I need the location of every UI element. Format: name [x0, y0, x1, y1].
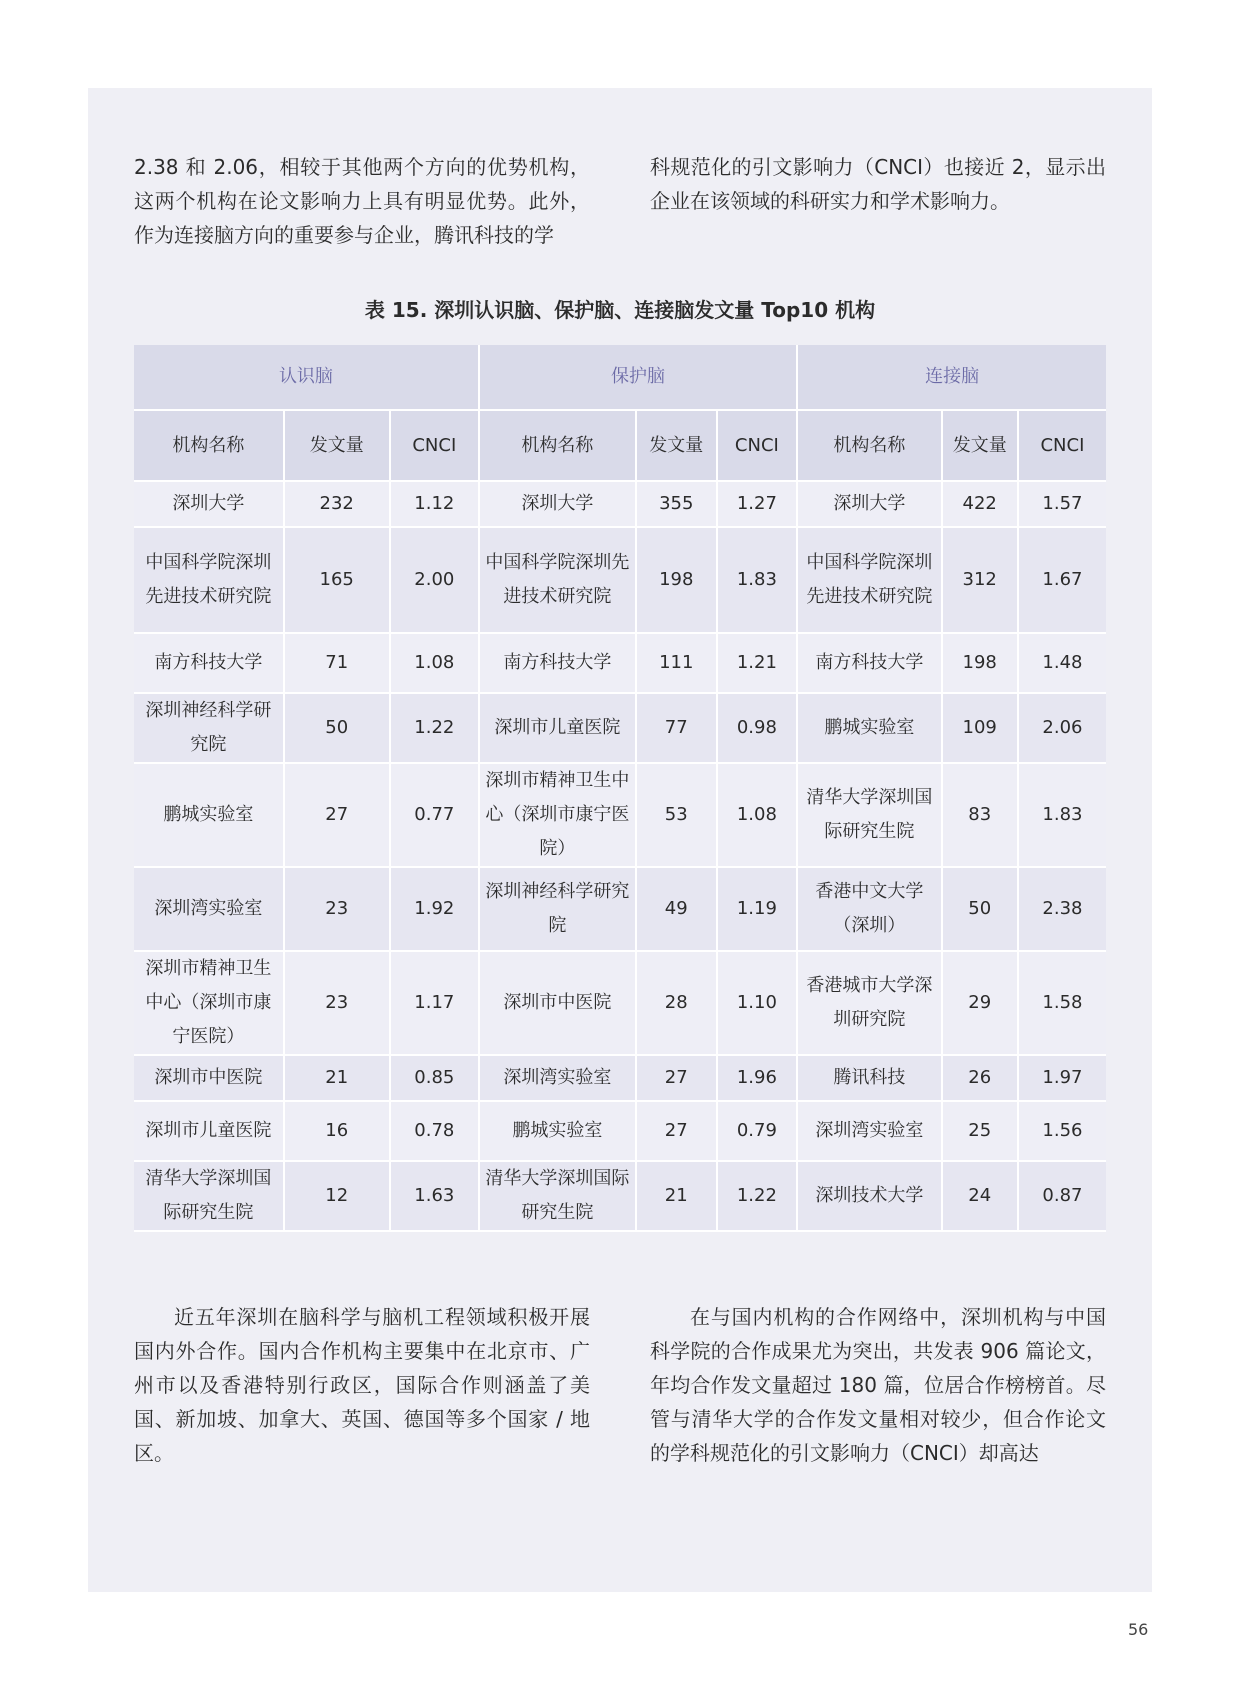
count-cell: 109	[943, 694, 1019, 764]
table-row	[134, 1056, 1106, 1102]
institution-cell: 深圳湾实验室	[480, 1056, 637, 1102]
count-cell: 50	[285, 694, 391, 764]
cnci-cell: 1.08	[391, 634, 480, 694]
institution-cell: 深圳神经科学研究院	[480, 868, 637, 952]
institution-cell: 深圳技术大学	[798, 1162, 942, 1232]
count-cell: 53	[637, 764, 718, 868]
count-cell: 198	[637, 528, 718, 634]
cnci-cell: 1.08	[718, 764, 799, 868]
intro-columns	[134, 150, 1106, 252]
institution-cell: 深圳市中医院	[134, 1056, 285, 1102]
cnci-cell: 2.38	[1019, 868, 1106, 952]
table-row	[134, 1102, 1106, 1162]
count-cell: 49	[637, 868, 718, 952]
top10-institutions-table	[134, 345, 1106, 1232]
column-header: 机构名称	[798, 411, 942, 482]
cnci-cell: 1.27	[718, 482, 799, 528]
count-cell: 29	[943, 952, 1019, 1056]
table-row	[134, 1162, 1106, 1232]
institution-cell: 南方科技大学	[480, 634, 637, 694]
count-cell: 23	[285, 952, 391, 1056]
column-header: 发文量	[285, 411, 391, 482]
count-cell: 355	[637, 482, 718, 528]
cnci-cell: 1.57	[1019, 482, 1106, 528]
page-panel	[88, 88, 1152, 1592]
count-cell: 12	[285, 1162, 391, 1232]
intro-right-paragraph: 科规范化的引文影响力（CNCI）也接近 2，显示出企业在该领域的科研实力和学术影响力。	[650, 155, 1106, 213]
body-right-paragraph: 在与国内机构的合作网络中，深圳机构与中国科学院的合作成果尤为突出，共发表 906 篇论文，年均合作发文量超过 180 篇，位居合作榜榜首。尽管与清华大学的合作发文量相对较少，但合作论文的学科规范化的引文影响力（CNCI）却高达	[650, 1305, 1106, 1465]
count-cell: 27	[637, 1102, 718, 1162]
cnci-cell: 1.12	[391, 482, 480, 528]
column-header: CNCI	[391, 411, 480, 482]
institution-cell: 深圳大学	[134, 482, 285, 528]
cnci-cell: 1.17	[391, 952, 480, 1056]
count-cell: 27	[285, 764, 391, 868]
count-cell: 77	[637, 694, 718, 764]
table-row	[134, 694, 1106, 764]
count-cell: 232	[285, 482, 391, 528]
body-columns	[134, 1300, 1106, 1470]
column-header: CNCI	[1019, 411, 1106, 482]
count-cell: 26	[943, 1056, 1019, 1102]
count-cell: 165	[285, 528, 391, 634]
cnci-cell: 2.06	[1019, 694, 1106, 764]
institution-cell: 深圳市儿童医院	[134, 1102, 285, 1162]
count-cell: 21	[285, 1056, 391, 1102]
count-cell: 312	[943, 528, 1019, 634]
column-header: 机构名称	[134, 411, 285, 482]
count-cell: 24	[943, 1162, 1019, 1232]
count-cell: 111	[637, 634, 718, 694]
cnci-cell: 1.63	[391, 1162, 480, 1232]
table-row	[134, 482, 1106, 528]
institution-cell: 香港城市大学深圳研究院	[798, 952, 942, 1056]
cnci-cell: 1.21	[718, 634, 799, 694]
column-header-row	[134, 411, 1106, 482]
group-header-row	[134, 345, 1106, 411]
count-cell: 21	[637, 1162, 718, 1232]
count-cell: 27	[637, 1056, 718, 1102]
column-header: 机构名称	[480, 411, 637, 482]
body-right-column	[650, 1300, 1106, 1470]
cnci-cell: 1.67	[1019, 528, 1106, 634]
cnci-cell: 0.87	[1019, 1162, 1106, 1232]
cnci-cell: 1.92	[391, 868, 480, 952]
count-cell: 422	[943, 482, 1019, 528]
cnci-cell: 1.96	[718, 1056, 799, 1102]
column-header: CNCI	[718, 411, 799, 482]
group-header: 认识脑	[134, 345, 480, 411]
count-cell: 83	[943, 764, 1019, 868]
institution-cell: 深圳大学	[798, 482, 942, 528]
table-row	[134, 764, 1106, 868]
institution-cell: 南方科技大学	[798, 634, 942, 694]
institution-cell: 中国科学院深圳先进技术研究院	[134, 528, 285, 634]
cnci-cell: 1.22	[718, 1162, 799, 1232]
institution-cell: 深圳湾实验室	[134, 868, 285, 952]
institution-cell: 清华大学深圳国际研究生院	[134, 1162, 285, 1232]
cnci-cell: 1.22	[391, 694, 480, 764]
cnci-cell: 0.85	[391, 1056, 480, 1102]
count-cell: 50	[943, 868, 1019, 952]
table-caption: 表 15. 深圳认识脑、保护脑、连接脑发文量 Top10 机构	[364, 298, 876, 322]
intro-left-column	[134, 150, 590, 252]
intro-right-column	[650, 150, 1106, 252]
institution-cell: 中国科学院深圳先进技术研究院	[480, 528, 637, 634]
cnci-cell: 0.78	[391, 1102, 480, 1162]
table-body	[134, 482, 1106, 1232]
institution-cell: 深圳市儿童医院	[480, 694, 637, 764]
institution-cell: 深圳湾实验室	[798, 1102, 942, 1162]
institution-cell: 深圳市中医院	[480, 952, 637, 1056]
table-row	[134, 952, 1106, 1056]
body-left-column	[134, 1300, 590, 1470]
table-row	[134, 634, 1106, 694]
cnci-cell: 0.77	[391, 764, 480, 868]
institution-cell: 鹏城实验室	[134, 764, 285, 868]
institution-cell: 鹏城实验室	[480, 1102, 637, 1162]
column-header: 发文量	[943, 411, 1019, 482]
institution-cell: 香港中文大学（深圳）	[798, 868, 942, 952]
institution-cell: 鹏城实验室	[798, 694, 942, 764]
count-cell: 23	[285, 868, 391, 952]
cnci-cell: 1.10	[718, 952, 799, 1056]
table-row	[134, 528, 1106, 634]
institution-cell: 深圳市精神卫生中心（深圳市康宁医院）	[480, 764, 637, 868]
cnci-cell: 2.00	[391, 528, 480, 634]
institution-cell: 南方科技大学	[134, 634, 285, 694]
count-cell: 16	[285, 1102, 391, 1162]
column-header: 发文量	[637, 411, 718, 482]
page-number: 56	[1128, 1620, 1149, 1639]
group-header: 保护脑	[480, 345, 798, 411]
count-cell: 28	[637, 952, 718, 1056]
institution-cell: 中国科学院深圳先进技术研究院	[798, 528, 942, 634]
institution-cell: 清华大学深圳国际研究生院	[798, 764, 942, 868]
cnci-cell: 1.58	[1019, 952, 1106, 1056]
cnci-cell: 0.79	[718, 1102, 799, 1162]
cnci-cell: 1.97	[1019, 1056, 1106, 1102]
cnci-cell: 1.48	[1019, 634, 1106, 694]
institution-cell: 腾讯科技	[798, 1056, 942, 1102]
cnci-cell: 1.19	[718, 868, 799, 952]
count-cell: 71	[285, 634, 391, 694]
institution-cell: 深圳市精神卫生中心（深圳市康宁医院）	[134, 952, 285, 1056]
institution-cell: 深圳神经科学研究院	[134, 694, 285, 764]
count-cell: 25	[943, 1102, 1019, 1162]
count-cell: 198	[943, 634, 1019, 694]
institution-cell: 清华大学深圳国际研究生院	[480, 1162, 637, 1232]
table-row	[134, 868, 1106, 952]
intro-left-paragraph: 2.38 和 2.06，相较于其他两个方向的优势机构，这两个机构在论文影响力上具有明显优势。此外，作为连接脑方向的重要参与企业，腾讯科技的学	[134, 155, 590, 247]
cnci-cell: 1.83	[1019, 764, 1106, 868]
group-header: 连接脑	[798, 345, 1106, 411]
institution-cell: 深圳大学	[480, 482, 637, 528]
cnci-cell: 1.56	[1019, 1102, 1106, 1162]
body-left-paragraph: 近五年深圳在脑科学与脑机工程领域积极开展国内外合作。国内合作机构主要集中在北京市、广州市以及香港特别行政区，国际合作则涵盖了美国、新加坡、加拿大、英国、德国等多个国家 / 地区。	[134, 1305, 590, 1465]
cnci-cell: 1.83	[718, 528, 799, 634]
cnci-cell: 0.98	[718, 694, 799, 764]
